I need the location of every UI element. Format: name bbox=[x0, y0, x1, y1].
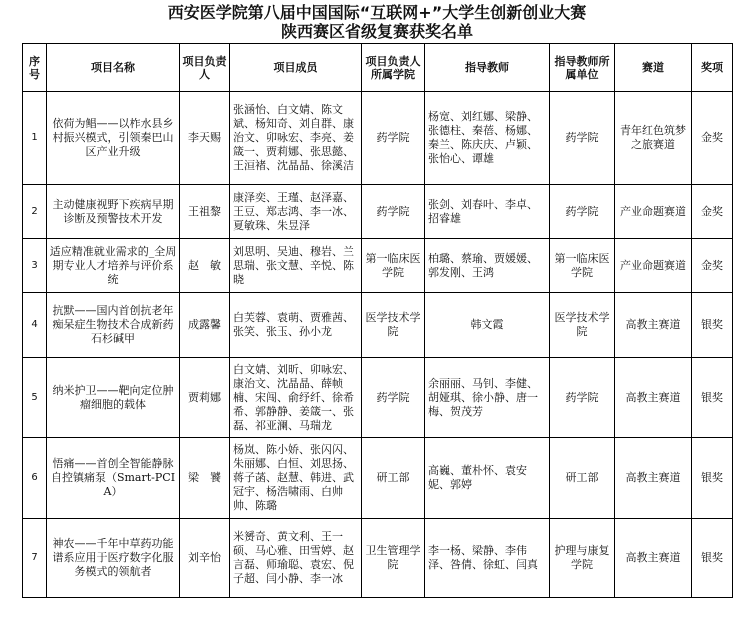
cell-advisors: 柏璐、蔡瑜、贾媛媛、郭发刚、王鸿 bbox=[425, 239, 550, 293]
cell-award: 银奖 bbox=[692, 519, 733, 598]
cell-members: 张涵怡、白文婧、陈文斌、杨知奇、刘自群、康治文、卯咏宏、李亮、姜箴一、贾莉娜、张思懿、王洹褚、沈晶晶、徐溪洁 bbox=[230, 92, 362, 185]
cell-leader: 成露馨 bbox=[180, 293, 230, 358]
header-advisor-unit: 指导教师所属单位 bbox=[550, 44, 615, 92]
cell-leader: 梁 饕 bbox=[180, 438, 230, 519]
cell-award: 金奖 bbox=[692, 239, 733, 293]
document-title: 西安医学院第八届中国国际“互联网+”大学生创新创业大赛 bbox=[167, 3, 587, 22]
cell-leader: 刘辛怡 bbox=[180, 519, 230, 598]
cell-project: 抗默——国内首创抗老年痴呆症生物技术合成新药石杉碱甲 bbox=[47, 293, 180, 358]
cell-no: 4 bbox=[23, 293, 47, 358]
cell-project: 依荷为鲳——以柞水县乡村振兴模式，引领秦巴山区产业升级 bbox=[47, 92, 180, 185]
cell-no: 7 bbox=[23, 519, 47, 598]
cell-advisor-unit: 研工部 bbox=[550, 438, 615, 519]
cell-track: 高教主赛道 bbox=[615, 358, 692, 438]
cell-no: 6 bbox=[23, 438, 47, 519]
cell-college: 第一临床医学院 bbox=[362, 239, 425, 293]
table-header-row bbox=[23, 44, 733, 92]
header-project: 项目名称 bbox=[47, 44, 180, 92]
table-row bbox=[23, 519, 733, 598]
cell-advisors: 韩文霞 bbox=[425, 293, 550, 358]
cell-college: 医学技术学院 bbox=[362, 293, 425, 358]
cell-members: 米赟奇、黄文利、王一硕、马心雅、田雪婷、赵言磊、师瑜聪、袁宏、倪子超、闫小静、李一冰 bbox=[230, 519, 362, 598]
cell-advisor-unit: 药学院 bbox=[550, 185, 615, 239]
header-advisors: 指导教师 bbox=[425, 44, 550, 92]
header-leader: 项目负责人 bbox=[180, 44, 230, 92]
cell-no: 3 bbox=[23, 239, 47, 293]
cell-award: 银奖 bbox=[692, 358, 733, 438]
cell-track: 产业命题赛道 bbox=[615, 239, 692, 293]
table-row bbox=[23, 438, 733, 519]
cell-project: 神农——千年中草药功能谱系应用于医疗数字化服务模式的领航者 bbox=[47, 519, 180, 598]
header-members: 项目成员 bbox=[230, 44, 362, 92]
cell-award: 银奖 bbox=[692, 293, 733, 358]
cell-advisor-unit: 护理与康复学院 bbox=[550, 519, 615, 598]
cell-college: 药学院 bbox=[362, 185, 425, 239]
cell-project: 纳米护卫——靶向定位肿瘤细胞的载体 bbox=[47, 358, 180, 438]
cell-no: 5 bbox=[23, 358, 47, 438]
cell-track: 高教主赛道 bbox=[615, 519, 692, 598]
cell-advisors: 高巍、董朴怀、袁安妮、郭婷 bbox=[425, 438, 550, 519]
cell-track: 青年红色筑梦之旅赛道 bbox=[615, 92, 692, 185]
cell-advisor-unit: 第一临床医学院 bbox=[550, 239, 615, 293]
header-college: 项目负责人所属学院 bbox=[362, 44, 425, 92]
cell-members: 白芙蓉、袁萌、贾雅茜、张笑、张玉、孙小龙 bbox=[230, 293, 362, 358]
cell-award: 金奖 bbox=[692, 185, 733, 239]
header-track: 赛道 bbox=[615, 44, 692, 92]
cell-track: 高教主赛道 bbox=[615, 293, 692, 358]
cell-leader: 赵 敏 bbox=[180, 239, 230, 293]
cell-leader: 贾莉娜 bbox=[180, 358, 230, 438]
cell-college: 药学院 bbox=[362, 92, 425, 185]
cell-members: 康泽奕、王瑾、赵泽嘉、王豆、郑志鸿、李一冰、夏敏珠、朱昱泽 bbox=[230, 185, 362, 239]
cell-track: 高教主赛道 bbox=[615, 438, 692, 519]
header-award: 奖项 bbox=[692, 44, 733, 92]
cell-advisor-unit: 药学院 bbox=[550, 358, 615, 438]
cell-college: 药学院 bbox=[362, 358, 425, 438]
cell-members: 杨岚、陈小娇、张闪闪、朱丽娜、白恒、刘思扬、蒋子菡、赵慧、韩进、武冠宇、杨浩啸雨、白帅帅、陈璐 bbox=[230, 438, 362, 519]
cell-track: 产业命题赛道 bbox=[615, 185, 692, 239]
cell-project: 悟痛——首创全智能静脉自控镇痛泵（Smart-PCIA） bbox=[47, 438, 180, 519]
cell-project: 主动健康视野下疾病早期诊断及预警技术开发 bbox=[47, 185, 180, 239]
cell-no: 1 bbox=[23, 92, 47, 185]
cell-award: 金奖 bbox=[692, 92, 733, 185]
cell-no: 2 bbox=[23, 185, 47, 239]
table-row bbox=[23, 239, 733, 293]
cell-leader: 李天赐 bbox=[180, 92, 230, 185]
cell-college: 研工部 bbox=[362, 438, 425, 519]
cell-college: 卫生管理学院 bbox=[362, 519, 425, 598]
table-row bbox=[23, 358, 733, 438]
cell-award: 银奖 bbox=[692, 438, 733, 519]
cell-project: 适应精准就业需求的_全周期专业人才培养与评价系统 bbox=[47, 239, 180, 293]
cell-members: 白文婧、刘昕、卯咏宏、康治文、沈晶晶、薛帧楠、宋闯、俞纾纤、徐希希、郭静静、姜箴一、张磊、祁亚澜、马瑞龙 bbox=[230, 358, 362, 438]
cell-advisors: 李一杨、梁静、李伟泽、咎倩、徐虹、闫真 bbox=[425, 519, 550, 598]
header-seq: 序号 bbox=[23, 44, 47, 92]
table-row bbox=[23, 293, 733, 358]
table-row bbox=[23, 185, 733, 239]
cell-advisor-unit: 医学技术学院 bbox=[550, 293, 615, 358]
cell-advisors: 杨宽、刘红娜、梁静、张德柱、秦蓓、杨娜、秦兰、陈庆庆、卢颖、张怡心、谭雄 bbox=[425, 92, 550, 185]
cell-advisors: 余丽丽、马钊、李健、胡娅琪、徐小静、唐一梅、贺茂芳 bbox=[425, 358, 550, 438]
table-row bbox=[23, 92, 733, 185]
cell-advisors: 张剑、刘春叶、李卓、招睿雄 bbox=[425, 185, 550, 239]
cell-advisor-unit: 药学院 bbox=[550, 92, 615, 185]
award-table bbox=[22, 43, 733, 598]
cell-leader: 王祖黎 bbox=[180, 185, 230, 239]
document-subtitle: 陕西赛区省级复赛获奖名单 bbox=[280, 22, 473, 41]
cell-members: 刘思明、吴迪、穆岩、兰思瑞、张文慧、辛悦、陈晓 bbox=[230, 239, 362, 293]
